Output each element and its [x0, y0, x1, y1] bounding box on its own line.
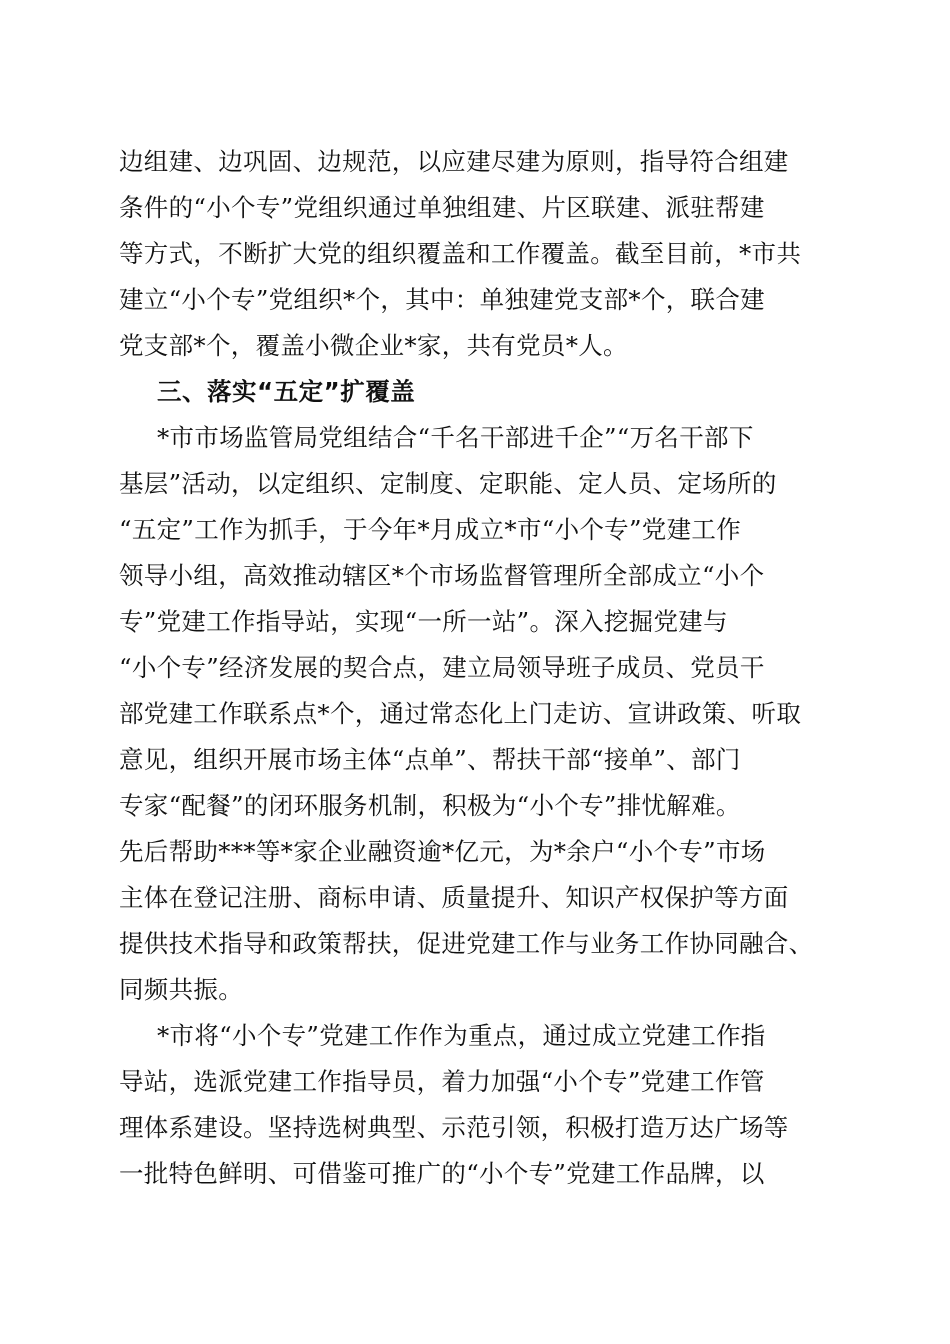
text-line: 理体系建设。坚持选树典型、示范引领，积极打造万达广场等	[119, 1113, 789, 1142]
text-line: 导站，选派党建工作指导员，着力加强“小个专”党建工作管	[119, 1067, 765, 1096]
text-line: 党支部*个，覆盖小微企业*家，共有党员*人。	[119, 331, 628, 360]
text-line: 边组建、边巩固、边规范，以应建尽建为原则，指导符合组建	[119, 147, 789, 176]
text-line: 领导小组，高效推动辖区*个市场监督管理所全部成立“小个	[119, 561, 765, 590]
text-line: 先后帮助***等*家企业融资逾*亿元，为*余户“小个专”市场	[119, 837, 766, 866]
text-line: “小个专”经济发展的契合点，建立局领导班子成员、党员干	[119, 653, 765, 682]
text-line: 专家“配餐”的闭环服务机制，积极为“小个专”排忧解难。	[119, 791, 741, 820]
text-line: *市市场监管局党组结合“千名干部进千企”“万名干部下	[157, 423, 754, 452]
text-line: 建立“小个专”党组织*个，其中：单独建党支部*个，联合建	[119, 285, 765, 314]
text-line: *市将“小个专”党建工作作为重点，通过成立党建工作指	[157, 1021, 766, 1050]
text-line: 同频共振。	[119, 975, 243, 1004]
text-line: 部党建工作联系点*个，通过常态化上门走访、宣讲政策、听取	[119, 699, 802, 728]
text-line: “五定”工作为抓手，于今年*月成立*市“小个专”党建工作	[119, 515, 741, 544]
text-line: 一批特色鲜明、可借鉴可推广的“小个专”党建工作品牌，以	[119, 1159, 765, 1188]
text-line: 基层”活动，以定组织、定制度、定职能、定人员、定场所的	[119, 469, 777, 498]
text-line: 条件的“小个专”党组织通过单独组建、片区联建、派驻帮建	[119, 193, 765, 222]
text-line: 意见，组织开展市场主体“点单”、帮扶干部“接单”、部门	[119, 745, 741, 774]
text-line: 专”党建工作指导站，实现“一所一站”。深入挖掘党建与	[119, 607, 728, 636]
section-heading: 三、落实“五定”扩覆盖	[157, 377, 416, 406]
text-line: 主体在登记注册、商标申请、质量提升、知识产权保护等方面	[119, 883, 789, 912]
text-line: 等方式，不断扩大党的组织覆盖和工作覆盖。截至目前，*市共	[119, 239, 802, 268]
text-line: 提供技术指导和政策帮扶，促进党建工作与业务工作协同融合、	[119, 929, 814, 958]
